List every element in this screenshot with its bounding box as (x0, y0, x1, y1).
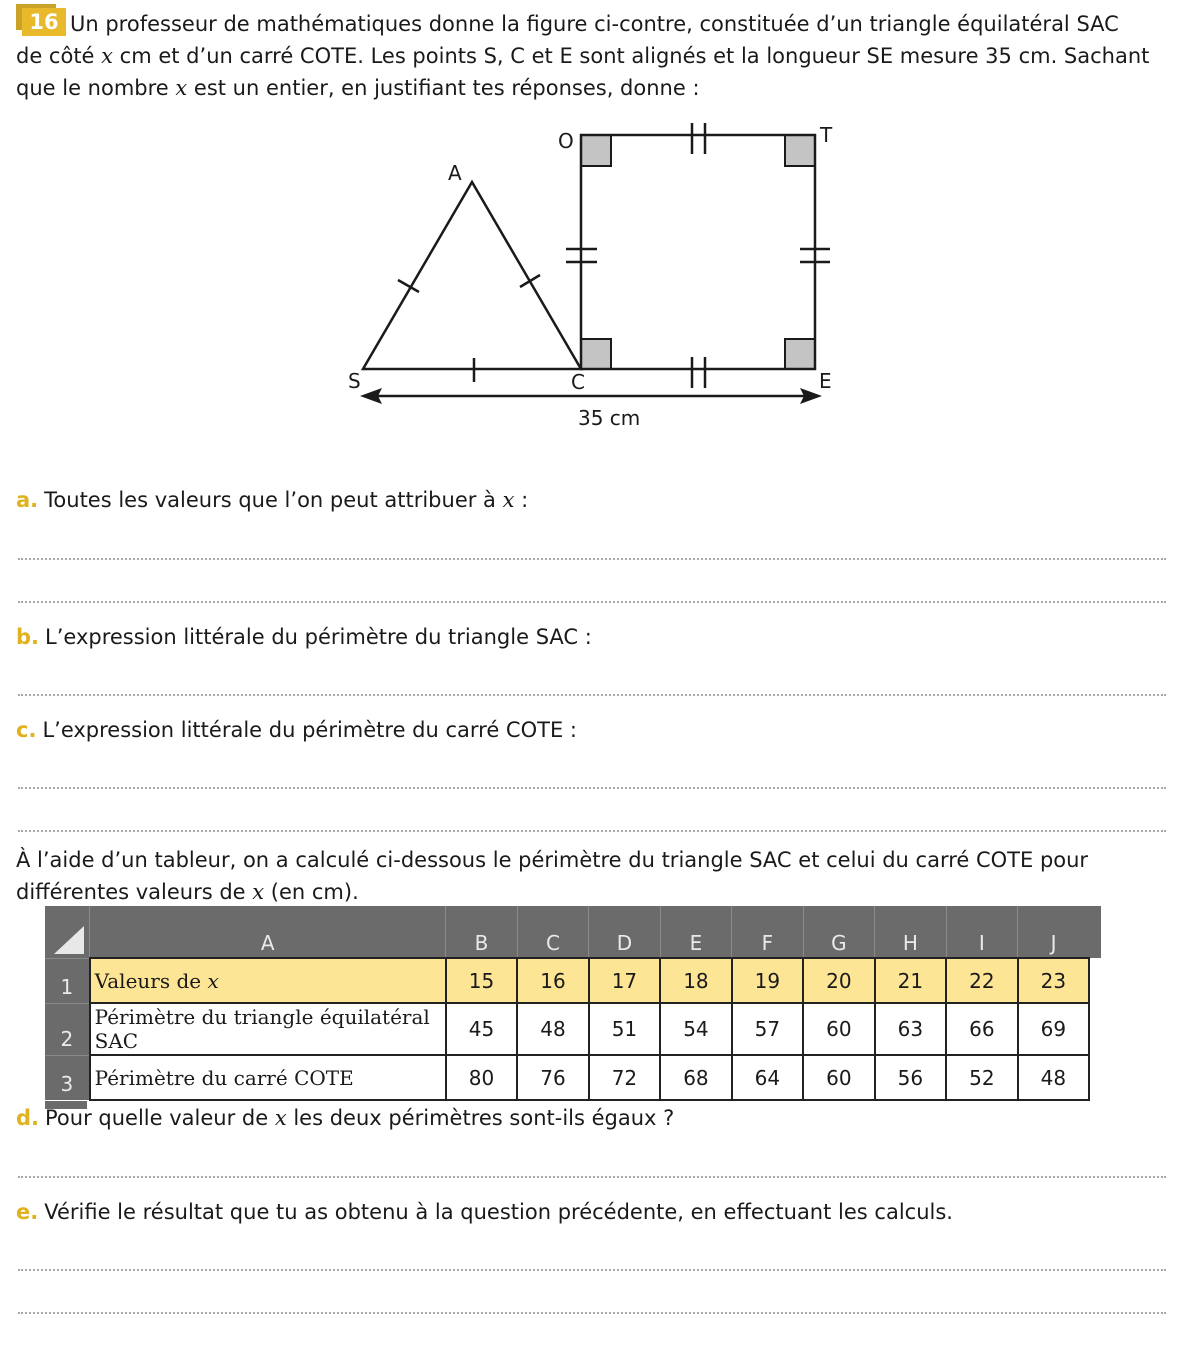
cell-G2[interactable]: 60 (803, 1003, 874, 1055)
column-header-C[interactable]: C (517, 906, 588, 958)
cell-F3[interactable]: 64 (732, 1055, 803, 1100)
question-a-text: Toutes les valeurs que l’on peut attribuer à (44, 488, 503, 512)
cell-G1[interactable]: 20 (803, 958, 874, 1003)
variable-x: x (101, 44, 113, 68)
cell-A3[interactable]: Périmètre du carré COTE (90, 1055, 446, 1100)
answer-line-c2[interactable] (18, 830, 1166, 832)
tableur-intro (16, 844, 1188, 908)
column-header-H[interactable]: H (875, 906, 946, 958)
question-d-text: Pour quelle valeur de (45, 1106, 275, 1130)
answer-line-a1[interactable] (18, 558, 1166, 560)
intro-line-3 (16, 72, 1188, 104)
intro-line-1 (16, 8, 1188, 40)
cell-C3[interactable]: 76 (517, 1055, 588, 1100)
column-header-J[interactable]: J (1018, 906, 1089, 958)
table-row (45, 1003, 1101, 1055)
cell-H3[interactable]: 56 (875, 1055, 946, 1100)
label-A: A (448, 161, 462, 185)
intro-text-2a: de côté (16, 44, 102, 68)
right-angle-marker-C (581, 339, 611, 369)
spreadsheet (45, 906, 1101, 1109)
square-COTE (581, 135, 815, 369)
right-angle-marker-O (581, 135, 611, 166)
label-E: E (819, 369, 832, 393)
label-S: S (348, 369, 361, 393)
question-letter-a: a. (16, 488, 39, 512)
header-filler (1089, 906, 1101, 958)
cell-I3[interactable]: 52 (946, 1055, 1017, 1100)
column-header-B[interactable]: B (446, 906, 517, 958)
row-header-3[interactable]: 3 (45, 1055, 90, 1100)
column-header-row (45, 906, 1101, 958)
column-header-E[interactable]: E (660, 906, 731, 958)
variable-x: x (252, 880, 265, 904)
cell-E3[interactable]: 68 (660, 1055, 731, 1100)
variable-x: x (274, 1106, 287, 1130)
cell-F2[interactable]: 57 (732, 1003, 803, 1055)
question-d-tail: les deux périmètres sont-ils égaux ? (286, 1106, 675, 1130)
label-T: T (820, 123, 833, 147)
question-c (16, 714, 1188, 746)
spreadsheet-table (45, 906, 1101, 1101)
column-header-F[interactable]: F (732, 906, 803, 958)
cell-H1[interactable]: 21 (875, 958, 946, 1003)
intro-text-3a: que le nombre (16, 76, 176, 100)
question-c-text: L’expression littérale du périmètre du carré COTE : (42, 718, 577, 742)
triangle-SAC (363, 182, 581, 369)
cell-J3[interactable]: 48 (1018, 1055, 1089, 1100)
tableur-intro-line-1: À l’aide d’un tableur, on a calculé ci-dessous le périmètre du triangle SAC et celui du carré COTE pour (16, 848, 1089, 872)
question-a-tail: : (514, 488, 529, 512)
cell-J1[interactable]: 23 (1018, 958, 1089, 1003)
column-header-A[interactable]: A (90, 906, 446, 958)
question-letter-b: b. (16, 625, 40, 649)
question-b (16, 621, 1188, 653)
question-letter-e: e. (16, 1200, 39, 1224)
cell-B3[interactable]: 80 (446, 1055, 517, 1100)
cell-G3[interactable]: 60 (803, 1055, 874, 1100)
question-a (16, 484, 1188, 516)
intro-text-1: Un professeur de mathématiques donne la figure ci-contre, constituée d’un triangle équilatéral SAC (70, 12, 1119, 36)
right-angle-marker-T (785, 135, 815, 166)
variable-x: x (175, 76, 188, 100)
select-all-corner[interactable] (45, 906, 90, 958)
tableur-intro-text-b: (en cm). (264, 880, 359, 904)
answer-line-a2[interactable] (18, 601, 1166, 603)
row-header-2[interactable]: 2 (45, 1003, 90, 1055)
cell-E1[interactable]: 18 (660, 958, 731, 1003)
answer-line-e2[interactable] (18, 1312, 1166, 1314)
column-header-G[interactable]: G (803, 906, 874, 958)
cell-D3[interactable]: 72 (589, 1055, 660, 1100)
question-d (16, 1102, 1188, 1134)
double-tick-OT (692, 123, 705, 154)
row-header-1[interactable]: 1 (45, 958, 90, 1003)
cell-A1[interactable] (90, 958, 446, 1003)
label-C: C (571, 370, 585, 394)
exercise-intro (16, 8, 1188, 104)
select-all-triangle-icon (54, 926, 84, 954)
intro-text-2b: cm et d’un carré COTE. Les points S, C et E sont alignés et la longueur SE mesure 35 cm. Sachant (113, 44, 1150, 68)
question-letter-c: c. (16, 718, 37, 742)
question-b-text: L’expression littérale du périmètre du triangle SAC : (45, 625, 592, 649)
answer-line-e1[interactable] (18, 1269, 1166, 1271)
exercise-number-badge (16, 10, 66, 34)
question-letter-d: d. (16, 1106, 40, 1130)
cell-I1[interactable]: 22 (946, 958, 1017, 1003)
geometry-figure (330, 120, 850, 440)
column-header-I[interactable]: I (946, 906, 1017, 958)
label-O: O (558, 129, 574, 153)
tableur-intro-text-a: différentes valeurs de (16, 880, 253, 904)
intro-text-3b: est un entier, en justifiant tes réponses, donne : (187, 76, 700, 100)
cell-C2[interactable]: 48 (517, 1003, 588, 1055)
label-length: 35 cm (578, 406, 641, 430)
double-tick-CE (692, 357, 705, 388)
intro-line-2 (16, 40, 1188, 72)
cell-A2[interactable]: Périmètre du triangle équilatéral SAC (90, 1003, 446, 1055)
right-angle-marker-E (785, 339, 815, 369)
question-e (16, 1196, 1188, 1228)
answer-line-d1[interactable] (18, 1176, 1166, 1178)
table-row (45, 958, 1101, 1003)
variable-x: x (502, 488, 515, 512)
table-row (45, 1055, 1101, 1100)
cell-D2[interactable]: 51 (589, 1003, 660, 1055)
tick-mark-AC (520, 275, 540, 287)
cell-D1[interactable]: 17 (589, 958, 660, 1003)
cell-C1[interactable]: 16 (517, 958, 588, 1003)
cell-I2[interactable]: 66 (946, 1003, 1017, 1055)
exercise-number: 16 (22, 8, 66, 36)
cell-E2[interactable]: 54 (660, 1003, 731, 1055)
cell-H2[interactable]: 63 (875, 1003, 946, 1055)
cell-F1[interactable]: 19 (732, 958, 803, 1003)
column-header-D[interactable]: D (589, 906, 660, 958)
row-label: Valeurs de (94, 968, 208, 993)
cell-B1[interactable]: 15 (446, 958, 517, 1003)
answer-line-b1[interactable] (18, 694, 1166, 696)
variable-x: x (207, 968, 219, 993)
cell-J2[interactable]: 69 (1018, 1003, 1089, 1055)
answer-line-c1[interactable] (18, 787, 1166, 789)
tableur-intro-line-2 (16, 876, 1188, 908)
cell-B2[interactable]: 45 (446, 1003, 517, 1055)
question-e-text: Vérifie le résultat que tu as obtenu à la question précédente, en effectuant les calculs. (44, 1200, 953, 1224)
